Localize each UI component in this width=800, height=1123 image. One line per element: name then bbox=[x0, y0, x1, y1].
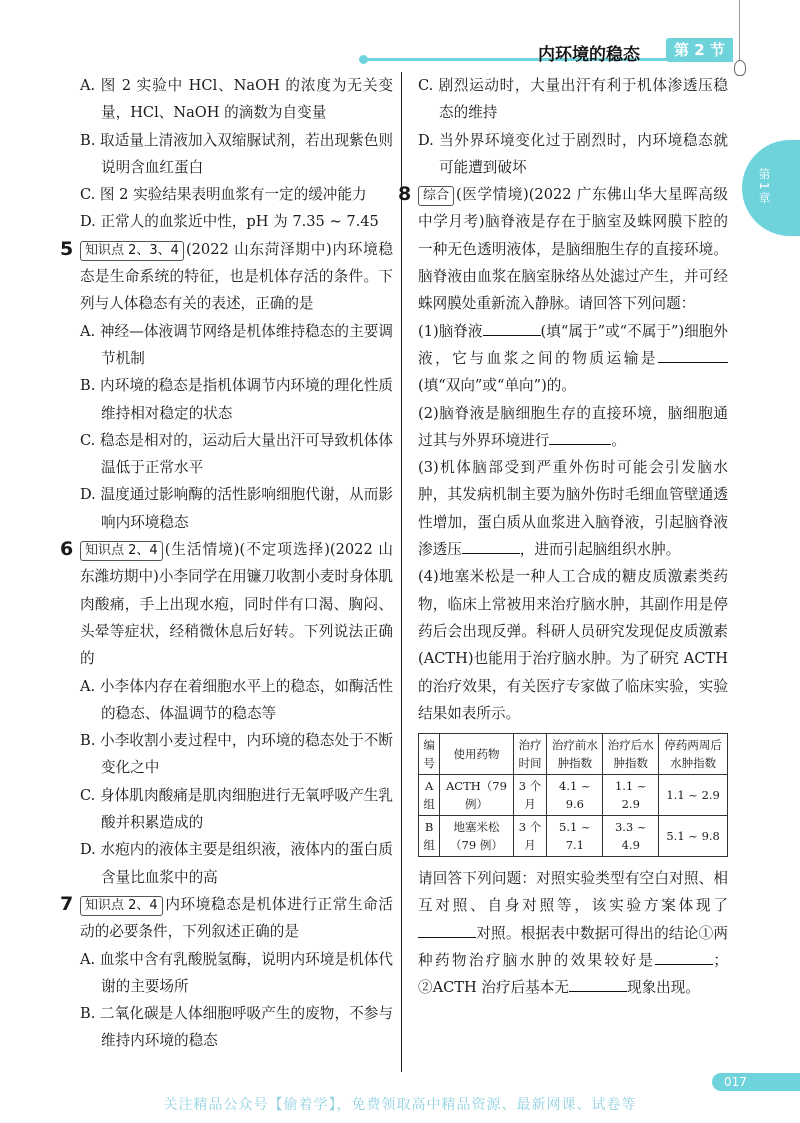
question-number: 5 bbox=[60, 237, 74, 260]
header-title: 内环境的稳态 bbox=[538, 45, 640, 65]
q5-option-b: B. 内环境的稳态是指机体调节内环境的理化性质维持相对稳定的状态 bbox=[80, 377, 393, 422]
table-cell: 5.1 ~ 9.8 bbox=[659, 816, 728, 857]
question-8 bbox=[398, 181, 728, 1001]
q6-option-b: B. 小李收割小麦过程中，内环境的稳态处于不断变化之中 bbox=[80, 732, 393, 777]
results-table bbox=[418, 733, 728, 857]
q4-option-d: D. 正常人的血浆近中性，pH 为 7.35 ~ 7.45 bbox=[80, 213, 379, 231]
table-cell: A 组 bbox=[419, 775, 440, 816]
sub-question-3: (3)机体脑部受到严重外伤时可能会引发脑水肿，其发病机制主要为脑外伤时毛细血管壁通透性增加，蛋白质从血浆进入脑脊液，引起脑脊液渗透压 ，进而引起脑组织水肿。 bbox=[418, 459, 728, 559]
q5-option-c: C. 稳态是相对的，运动后大量出汗可导致机体体温低于正常水平 bbox=[80, 431, 393, 477]
q5-option-a: A. 神经—体液调节网络是机体维持稳态的主要调节机制 bbox=[80, 322, 393, 367]
answer-blank[interactable] bbox=[655, 950, 713, 965]
table-row bbox=[419, 775, 728, 816]
knowledge-tag: 知识点 2、3、4 bbox=[80, 241, 184, 261]
right-column bbox=[398, 72, 728, 1002]
answer-blank[interactable] bbox=[418, 923, 476, 938]
table-cell: 1.1 ~ 2.9 bbox=[659, 775, 728, 816]
table-cell: 1.1 ~ 2.9 bbox=[603, 775, 659, 816]
question-number: 8 bbox=[398, 183, 412, 206]
table-header-cell: 治疗时间 bbox=[513, 734, 547, 775]
chapter-tab bbox=[742, 140, 800, 236]
sub-question-5: 请回答下列问题：对照实验类型有空白对照、相互对照、自身对照等，该实验方案体现了对照。根据表中数据可得出的结论①两种药物治疗脑水肿的效果较好是 ；②ACTH 治疗后基本无 现象出现。 bbox=[418, 870, 728, 997]
answer-blank[interactable] bbox=[462, 539, 520, 554]
footer-watermark: 关注精品公众号【偷着学】，免费领取高中精品资源、最新网课、试卷等 bbox=[163, 1097, 637, 1113]
q4-option-b: B. 取适量上清液加入双缩脲试剂，若出现紫色则说明含血红蛋白 bbox=[80, 131, 393, 176]
table-cell: 3 个月 bbox=[513, 775, 547, 816]
question-intro: (医学情境)(2022 广东佛山华大星晖高级中学月考)脑脊液是存在于脑室及蛛网膜下腔的一种无色透明液体，是脑细胞生存的直接环境。脑脊液由血浆在脑室脉络丛处滤过产生，并可经蛛网膜处重新流入静脉。请回答下列问题： bbox=[418, 186, 728, 313]
table-cell: 地塞米松（79 例） bbox=[440, 816, 513, 857]
question-7 bbox=[60, 891, 393, 1055]
table-header-cell: 编号 bbox=[419, 734, 440, 775]
question-stem: 内环境稳态是机体进行正常生命活动的必要条件，下列叙述正确的是 bbox=[80, 895, 393, 941]
table-header-cell: 治疗后水肿指数 bbox=[603, 734, 659, 775]
answer-blank[interactable] bbox=[658, 348, 728, 363]
q7-option-c: C. 剧烈运动时，大量出汗有利于机体渗透压稳态的维持 bbox=[418, 77, 728, 122]
question-number: 6 bbox=[60, 538, 74, 561]
q6-option-c: C. 身体肌肉酸痛是肌肉细胞进行无氧呼吸产生乳酸并积累造成的 bbox=[80, 786, 393, 832]
sub-question-2: (2)脑脊液是脑细胞生存的直接环境，脑细胞通过其与外界环境进行 。 bbox=[418, 404, 728, 449]
sub-question-4: (4)地塞米松是一种人工合成的糖皮质激素类药物，临床上常被用来治疗脑水肿，其副作用是停药后会出现反弹。科研人员研究发现促皮质激素(ACTH)也能用于治疗脑水肿。为了研究 ACTH 的治疗效果，有关医疗专家做了临床实验，实验结果如表所示。 bbox=[418, 568, 728, 722]
q5-option-d: D. 温度通过影响酶的活性影响细胞代谢，从而影响内环境稳态 bbox=[80, 486, 393, 531]
page-number: 017 bbox=[712, 1073, 800, 1091]
table-cell: 3.3 ~ 4.9 bbox=[603, 816, 659, 857]
table-header-row bbox=[419, 734, 728, 775]
question-6 bbox=[60, 536, 393, 891]
question-stem: (2022 山东菏泽期中)内环境稳态是生命系统的特征，也是机体存活的条件。下列与人体稳态有关的表述，正确的是 bbox=[80, 240, 393, 313]
q6-option-d: D. 水疱内的液体主要是组织液，液体内的蛋白质含量比血浆中的高 bbox=[80, 841, 393, 886]
answer-blank[interactable] bbox=[483, 321, 541, 336]
knowledge-tag: 知识点 2、4 bbox=[80, 896, 163, 916]
q6-option-a: A. 小李体内存在着细胞水平上的稳态，如酶活性的稳态、体温调节的稳态等 bbox=[80, 677, 393, 722]
question-stem: (生活情境)(不定项选择)(2022 山东潍坊期中)小李同学在用镰刀收割小麦时身体肌肉酸痛，手上出现水疱，同时伴有口渴、胸闷、头晕等症状，经稍微休息后好转。下列说法正确的 bbox=[80, 541, 393, 668]
chapter-label: 第1章 bbox=[757, 168, 771, 206]
table-cell: B 组 bbox=[419, 816, 440, 857]
q7-option-a: A. 血浆中含有乳酸脱氢酶，说明内环境是机体代谢的主要场所 bbox=[80, 950, 393, 995]
table-cell: 4.1 ~ 9.6 bbox=[547, 775, 603, 816]
sub-question-1: (1)脑脊液 (填“属于”或“不属于”)细胞外液，它与血浆之间的物质运输是(填“双向”或“单向”)的。 bbox=[418, 322, 728, 395]
q4-option-a: A. 图 2 实验中 HCl、NaOH 的浓度为无关变量，HCl、NaOH 的滴数为自变量 bbox=[80, 77, 393, 122]
table-header-cell: 停药两周后水肿指数 bbox=[659, 734, 728, 775]
knowledge-tag: 知识点 2、4 bbox=[80, 541, 163, 561]
q7-option-d: D. 当外界环境变化过于剧烈时，内环境稳态就可能遭到破坏 bbox=[418, 131, 728, 176]
question-5 bbox=[60, 236, 393, 536]
lightbulb-icon bbox=[734, 60, 746, 76]
hanging-line bbox=[739, 0, 740, 62]
question-number: 7 bbox=[60, 892, 74, 915]
synthesis-tag: 综合 bbox=[418, 186, 454, 206]
table-cell: 5.1 ~ 7.1 bbox=[547, 816, 603, 857]
header-section-badge: 第 2 节 bbox=[666, 38, 733, 62]
table-row bbox=[419, 816, 728, 857]
table-cell: 3 个月 bbox=[513, 816, 547, 857]
table-cell: ACTH（79 例） bbox=[440, 775, 513, 816]
column-divider bbox=[401, 72, 402, 1072]
left-column bbox=[60, 72, 393, 1055]
answer-blank[interactable] bbox=[569, 977, 627, 992]
q7-option-b: B. 二氧化碳是人体细胞呼吸产生的废物，不参与维持内环境的稳态 bbox=[80, 1005, 393, 1050]
header-rule bbox=[365, 58, 695, 61]
table-header-cell: 治疗前水肿指数 bbox=[547, 734, 603, 775]
answer-blank[interactable] bbox=[549, 430, 611, 445]
q4-option-c: C. 图 2 实验结果表明血浆有一定的缓冲能力 bbox=[80, 186, 367, 204]
table-header-cell: 使用药物 bbox=[440, 734, 513, 775]
